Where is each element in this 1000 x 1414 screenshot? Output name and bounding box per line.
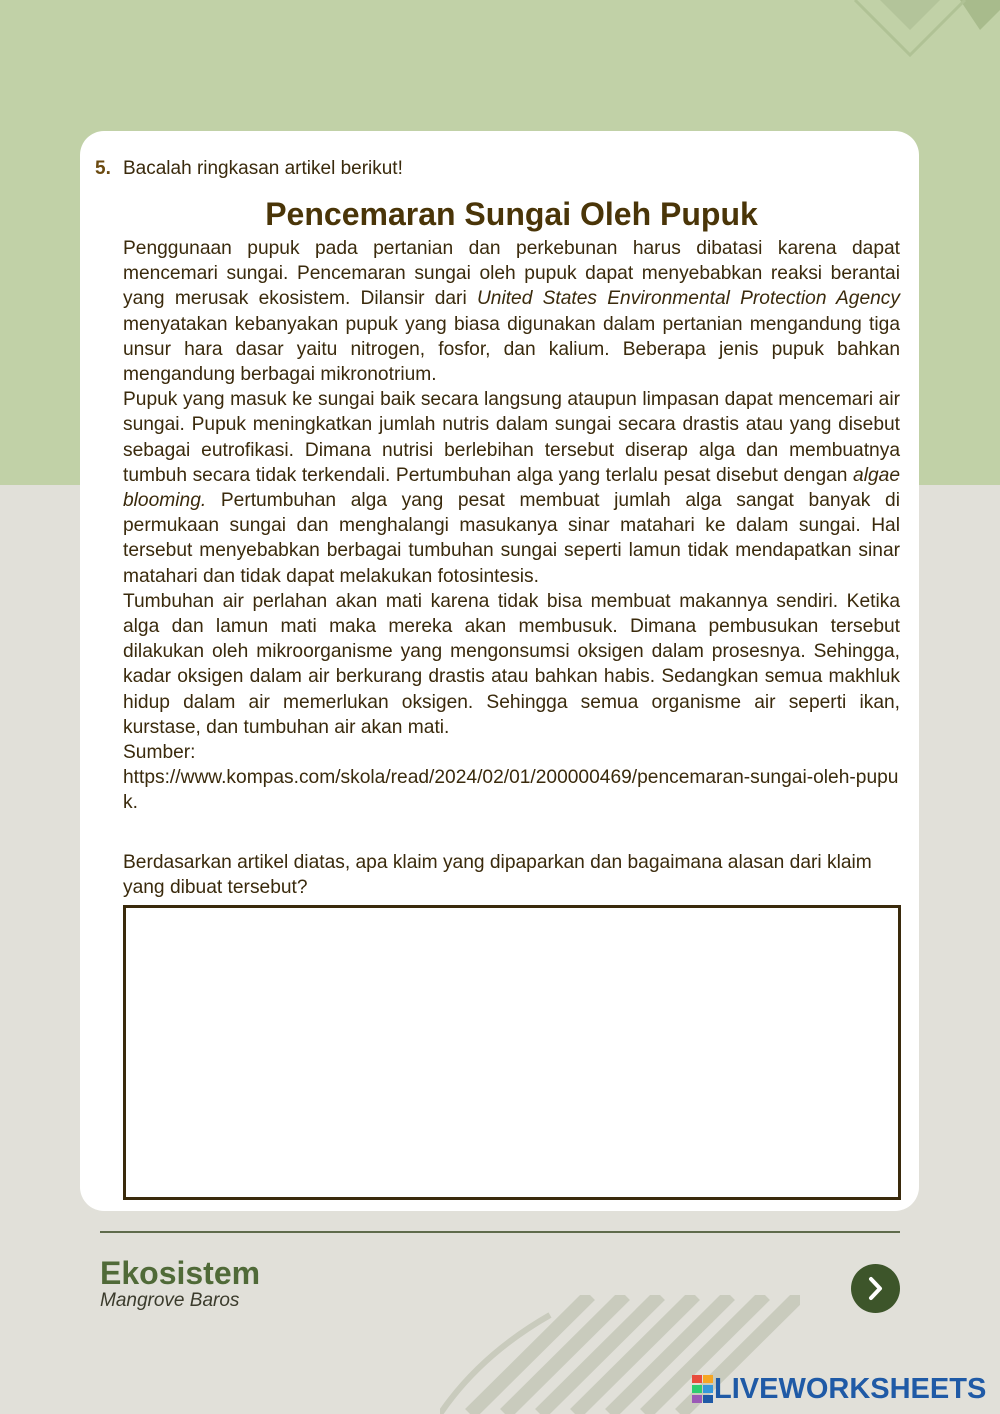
footer-title: Ekosistem <box>100 1255 261 1291</box>
next-page-button[interactable] <box>851 1264 900 1313</box>
question-instruction: Bacalah ringkasan artikel berikut! <box>123 158 403 179</box>
chevron-right-icon <box>851 1264 900 1313</box>
source-label: Sumber: <box>123 742 196 764</box>
article-paragraph-2: Pupuk yang masuk ke sungai baik secara langsung ataupun limpasan dapat mencemari air sungai. Pupuk meningkatkan jumlah nutris dalam sungai secara drastis atau yang disebut sebagai eutrofikasi. Dimana nutrisi berlebihan tersebut diserap alga dan membuatnya tumbuh secara tidak terkendali. Pertumbuhan alga yang terlalu pesat disebut dengan algae blooming. Pertumbuhan alga yang pesat membuat jumlah alga sangat banyak di permukaan sungai dan menghalangi masukanya sinar matahari ke dalam sungai. Hal tersebut menyebabkan berbagai tumbuhan sungai seperti lamun tidak mendapatkan sinar matahari dan tidak dapat melakukan fotosintesis. <box>123 389 900 587</box>
brand-text: LIVEWORKSHEETS <box>714 1372 987 1405</box>
question-prompt: Berdasarkan artikel diatas, apa klaim yang dipaparkan dan bagaimana alasan dari klaim yang dibuat tersebut? <box>123 852 872 899</box>
footer-divider <box>100 1231 900 1233</box>
article-paragraph-3: Tumbuhan air perlahan akan mati karena tidak bisa membuat makannya sendiri. Ketika alga dan lamun mati maka mereka akan membusuk. Dimana pembusukan tersebut dilakukan oleh mikroorganisme yang mengonsumsi oksigen dalam prosesnya. Sehingga, kadar oksigen dalam air berkurang drastis atau bahkan habis. Sedangkan semua makhluk hidup dalam air memerlukan oksigen. Sehingga semua organisme air seperti ikan, kurstase, dan tumbuhan air akan mati. <box>123 590 900 738</box>
liveworksheets-brand <box>692 1372 986 1406</box>
question-number: 5. <box>95 158 111 179</box>
answer-textbox[interactable] <box>123 905 901 1200</box>
source-url: https://www.kompas.com/skola/read/2024/02/01/200000469/pencemaran-sungai-oleh-pupuk. <box>123 767 899 814</box>
article-paragraph-1: Penggunaan pupuk pada pertanian dan perkebunan harus dibatasi karena dapat mencemari sungai. Pencemaran sungai oleh pupuk dapat menyebabkan reaksi berantai yang merusak ekosistem. Dilansir dari United States Environmental Protection Agency menyatakan kebanyakan pupuk yang biasa digunakan dalam pertanian mengandung tiga unsur hara dasar yaitu nitrogen, fosfor, dan kalium. Beberapa jenis pupuk bahkan mengandung berbagai mikronotrium. <box>123 238 900 386</box>
article-title: Pencemaran Sungai Oleh Pupuk <box>265 196 758 232</box>
footer-subtitle: Mangrove Baros <box>100 1290 240 1311</box>
liveworksheets-logo-icon <box>692 1375 714 1403</box>
article-body <box>123 236 900 816</box>
decorative-diamond-shapes <box>840 0 1000 70</box>
